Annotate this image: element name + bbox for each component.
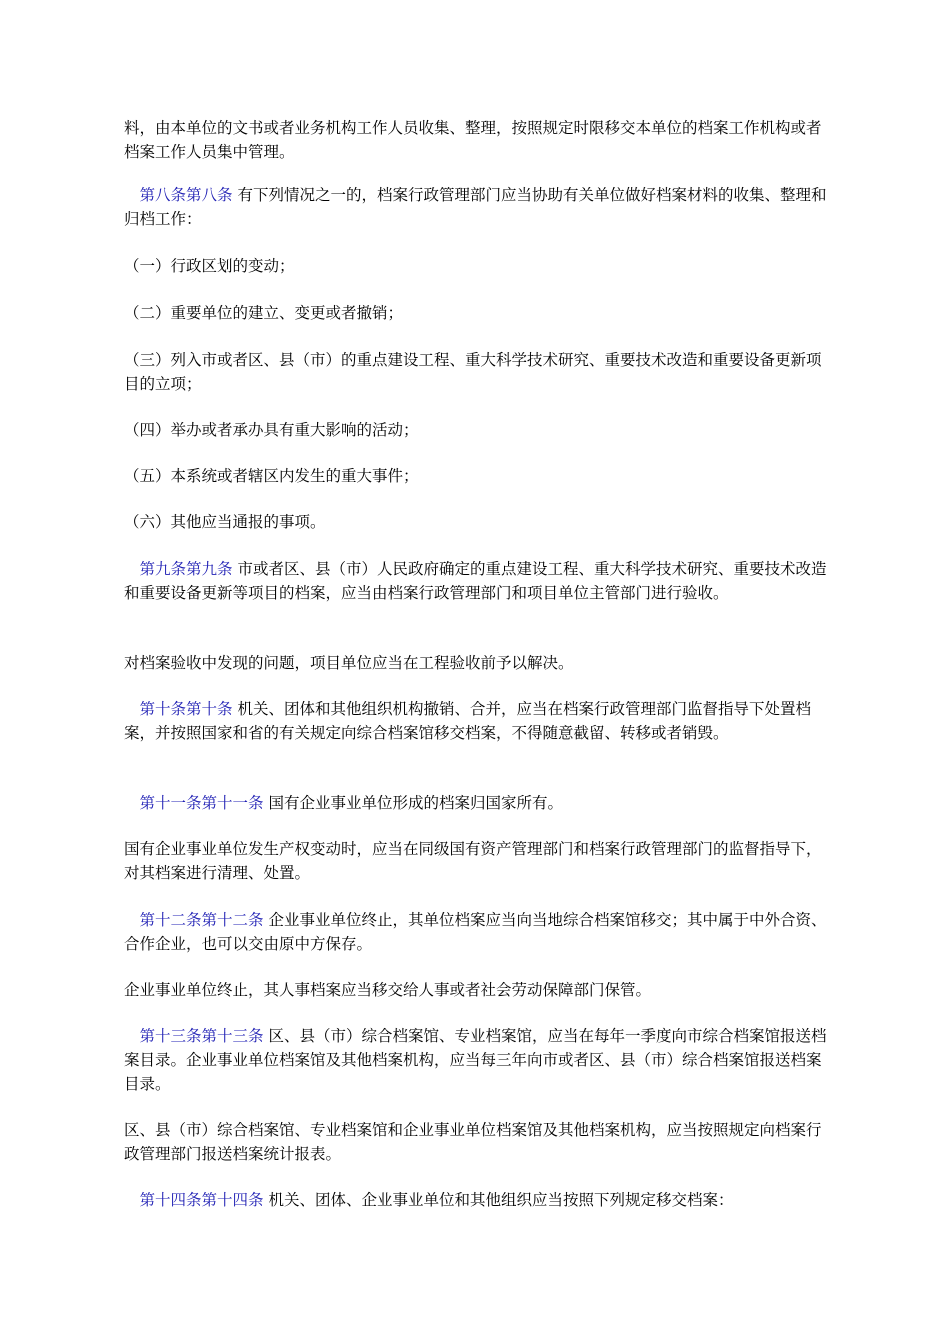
paragraph-text: 有下列情况之一的，档案行政管理部门应当协助有关单位做好档案材料的收集、整理和归档工作： [124, 186, 827, 228]
article-number: 第十三条第十三条 [139, 1027, 264, 1045]
paragraph [124, 837, 836, 885]
list-item [124, 464, 836, 488]
list-item [124, 510, 836, 534]
paragraph-article-11 [124, 791, 836, 815]
paragraph-text: 市或者区、县（市）人民政府确定的重点建设工程、重大科学技术研究、重要技术改造和重要设备更新等项目的档案，应当由档案行政管理部门和项目单位主管部门进行验收。 [124, 560, 827, 602]
paragraph-text: 区、县（市）综合档案馆、专业档案馆，应当在每年一季度向市综合档案馆报送档案目录。企业事业单位档案馆及其他档案机构，应当每三年向市或者区、县（市）综合档案馆报送档案目录。 [124, 1027, 827, 1093]
paragraph-article-14 [124, 1188, 836, 1212]
paragraph-text: 机关、团体和其他组织机构撤销、合并，应当在档案行政管理部门监督指导下处置档案，并按照国家和省的有关规定向综合档案馆移交档案，不得随意截留、转移或者销毁。 [124, 700, 811, 742]
list-item [124, 348, 836, 396]
paragraph-text: 机关、团体、企业事业单位和其他组织应当按照下列规定移交档案： [263, 1191, 734, 1209]
paragraph-text: （一）行政区划的变动； [124, 257, 295, 275]
paragraph-text: 企业事业单位终止，其单位档案应当向当地综合档案馆移交；其中属于中外合资、合作企业，也可以交由原中方保存。 [124, 911, 827, 953]
paragraph-text: 料，由本单位的文书或者业务机构工作人员收集、整理，按照规定时限移交本单位的档案工作机构或者档案工作人员集中管理。 [124, 119, 822, 161]
paragraph-text: （二）重要单位的建立、变更或者撤销； [124, 304, 404, 322]
paragraph-text: 企业事业单位终止，其人事档案应当移交给人事或者社会劳动保障部门保管。 [124, 981, 652, 999]
article-number: 第八条第八条 [139, 186, 233, 204]
list-item [124, 254, 836, 278]
indent [124, 1027, 140, 1045]
paragraph-article-9 [124, 557, 836, 605]
paragraph [124, 978, 836, 1002]
paragraph-article-10 [124, 697, 836, 745]
indent [124, 794, 140, 812]
paragraph [124, 116, 836, 164]
indent [124, 911, 140, 929]
paragraph-text: （三）列入市或者区、县（市）的重点建设工程、重大科学技术研究、重要技术改造和重要设备更新项目的立项； [124, 351, 822, 393]
article-number: 第十一条第十一条 [139, 794, 264, 812]
paragraph-article-12 [124, 908, 836, 956]
paragraph-text: 国有企业事业单位发生产权变动时，应当在同级国有资产管理部门和档案行政管理部门的监督指导下，对其档案进行清理、处置。 [124, 840, 822, 882]
article-number: 第十条第十条 [139, 700, 233, 718]
article-number: 第十四条第十四条 [139, 1191, 264, 1209]
list-item [124, 418, 836, 442]
paragraph-text: 对档案验收中发现的问题，项目单位应当在工程验收前予以解决。 [124, 654, 574, 672]
paragraph [124, 651, 836, 675]
paragraph-text: （五）本系统或者辖区内发生的重大事件； [124, 467, 419, 485]
paragraph-article-8 [124, 183, 836, 231]
paragraph-text: （四）举办或者承办具有重大影响的活动； [124, 421, 419, 439]
article-number: 第九条第九条 [139, 560, 233, 578]
indent [124, 700, 140, 718]
paragraph [124, 1118, 836, 1166]
list-item [124, 301, 836, 325]
paragraph-text: （六）其他应当通报的事项。 [124, 513, 326, 531]
paragraph-article-13 [124, 1024, 836, 1096]
indent [124, 1191, 140, 1209]
paragraph-text: 区、县（市）综合档案馆、专业档案馆和企业事业单位档案馆及其他档案机构，应当按照规定向档案行政管理部门报送档案统计报表。 [124, 1121, 822, 1163]
indent [124, 560, 140, 578]
paragraph-text: 国有企业事业单位形成的档案归国家所有。 [263, 794, 563, 812]
article-number: 第十二条第十二条 [139, 911, 264, 929]
indent [124, 186, 140, 204]
